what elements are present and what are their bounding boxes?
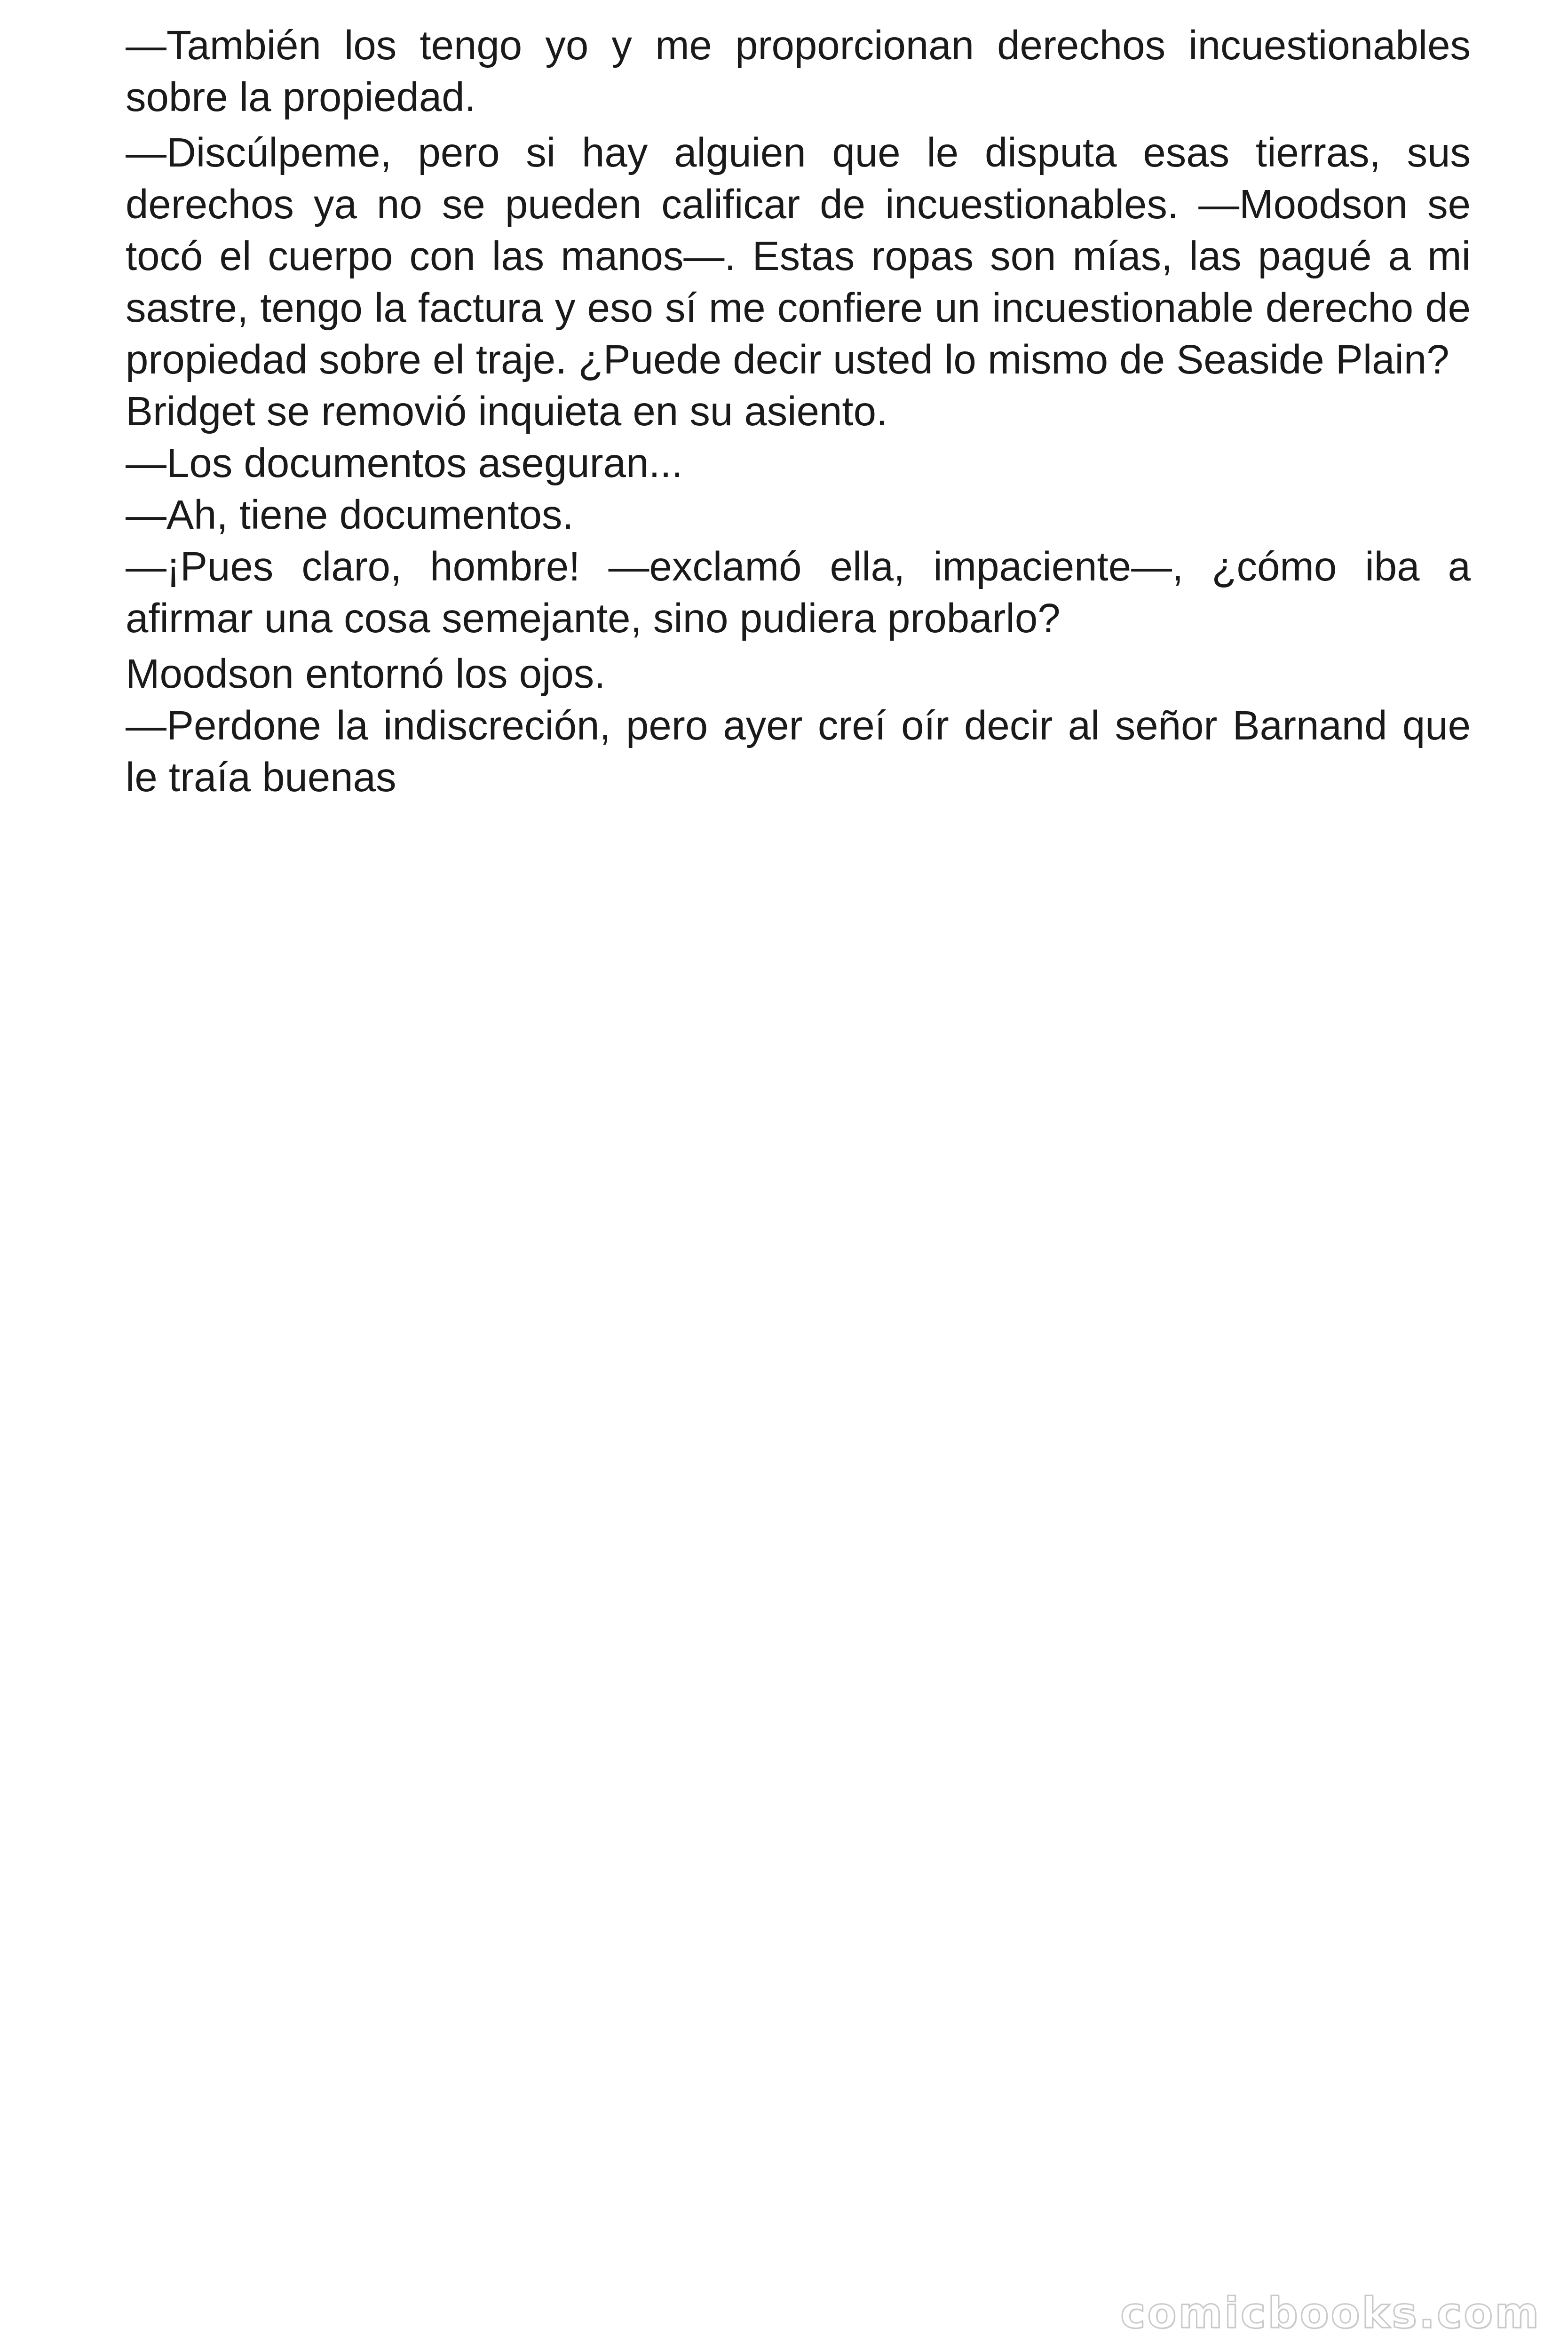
paragraph: —Los documentos aseguran... [126,440,683,486]
watermark: comicbooks.com [1120,2288,1541,2338]
paragraph: —También los tengo yo y me proporcionan derechos incuestionables sobre la propiedad. [126,23,1471,120]
paragraph: —Ah, tiene documentos. [126,492,574,538]
paragraph: —¡Pues claro, hombre! —exclamó ella, impaciente—, ¿cómo iba a afirmar una cosa semejante, sino pudiera probarlo? [126,544,1471,641]
paragraph: —Discúlpeme, pero si hay alguien que le disputa esas tierras, sus derechos ya no se pueden calificar de incuestionables. —Moodson se tocó el cuerpo con las manos—. Estas ropas son mías, las pagué a mi sastre, tengo la factura y eso sí me confiere un incuestionable derecho de propiedad sobre el traje. ¿Puede decir usted lo mismo de Seaside Plain? [126,130,1471,382]
paragraph: —Perdone la indiscreción, pero ayer creí oír decir al señor Barnand que le traía buenas [126,703,1471,800]
paragraph: Bridget se removió inquieta en su asiento. [126,389,888,434]
paragraph: Moodson entornó los ojos. [126,651,606,697]
page-text-block [126,20,1471,803]
